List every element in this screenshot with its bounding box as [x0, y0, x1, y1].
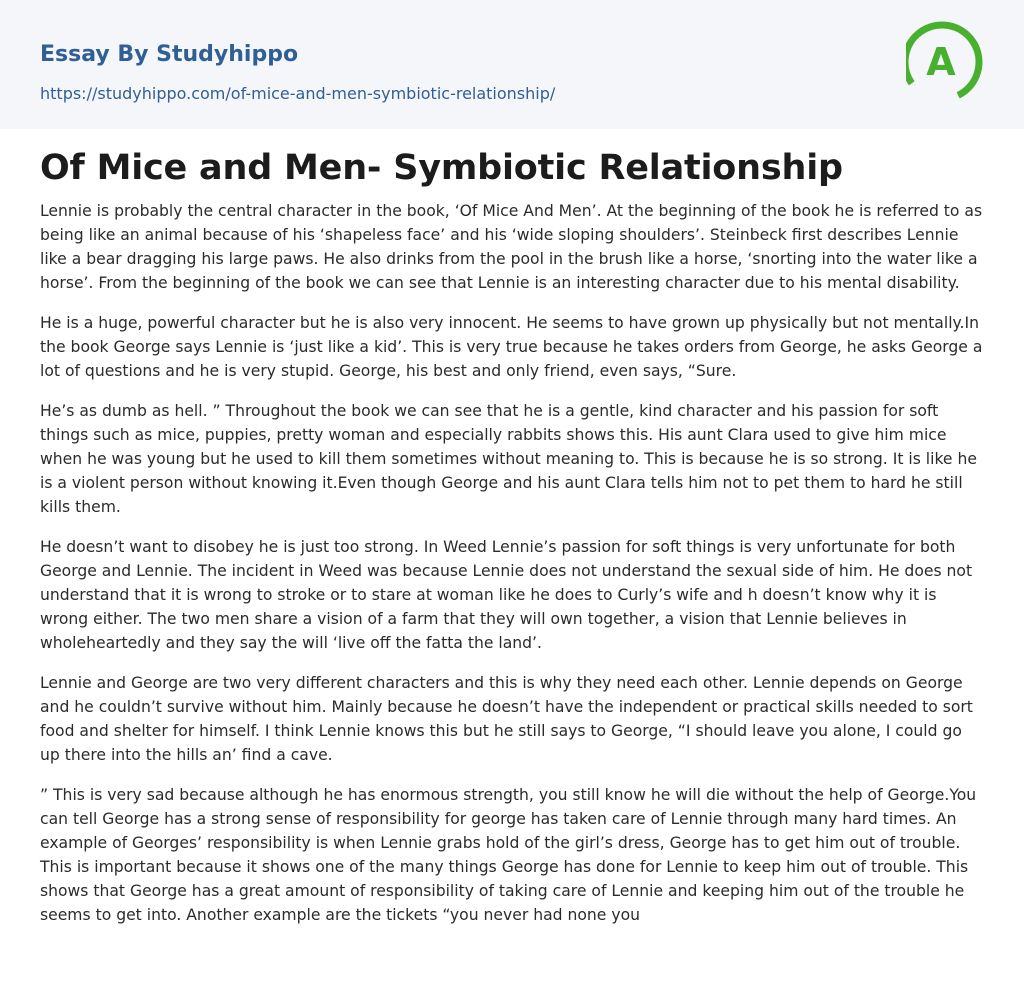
article-paragraph: He is a huge, powerful character but he is also very innocent. He seems to have grown up physically but not mentally.In the book George says Lennie is ‘just like a kid’. This is very true because he takes orders from George, he asks George a lot of questions and he is very stupid. George, his best and only friend, even says, “Sure.: [40, 314, 983, 380]
article-title: Of Mice and Men- Symbiotic Relationship: [40, 148, 843, 188]
site-brand[interactable]: Essay By Studyhippo: [40, 42, 299, 67]
logo-letter: A: [926, 40, 956, 84]
studyhippo-logo-icon[interactable]: [906, 18, 990, 106]
article-url-link[interactable]: https://studyhippo.com/of-mice-and-men-symbiotic-relationship/: [40, 84, 556, 103]
article-paragraph: Lennie and George are two very different characters and this is why they need each other. Lennie depends on George and he couldn’t survive without him. Mainly because he doesn’t have the independent or practical skills needed to sort food and shelter for himself. I think Lennie knows this but he still says to George, “I should leave you alone, I could go up there into the hills an’ find a cave.: [40, 674, 973, 764]
article-paragraph: He doesn’t want to disobey he is just too strong. In Weed Lennie’s passion for soft things is very unfortunate for both George and Lennie. The incident in Weed was because Lennie does not understand the sexual side of him. He does not understand that it is wrong to stroke or to stare at woman like he does to Curly’s wife and h doesn’t know why it is wrong either. The two men share a vision of a farm that they will own together, a vision that Lennie believes in wholeheartedly and they say the will ‘live off the fatta the land’.: [40, 538, 973, 652]
article-paragraph: Lennie is probably the central character in the book, ‘Of Mice And Men’. At the beginning of the book he is referred to as being like an animal because of his ‘shapeless face’ and his ‘wide sloping shoulders’. Steinbeck first describes Lennie like a bear dragging his large paws. He also drinks from the pool in the brush like a horse, ‘snorting into the water like a horse’. From the beginning of the book we can see that Lennie is an interesting character due to his mental disability.: [40, 202, 983, 292]
site-header: [0, 0, 1024, 129]
article-paragraph: He’s as dumb as hell. ” Throughout the book we can see that he is a gentle, kind character and his passion for soft things such as mice, puppies, pretty woman and especially rabbits shows this. His aunt Clara used to give him mice when he was young but he used to kill them sometimes without meaning to. This is because he is so strong. It is like he is a violent person without knowing it.Even though George and his aunt Clara tells him not to pet them to hard he still kills them.: [40, 402, 977, 516]
article-body: [40, 199, 984, 927]
article-paragraph: ” This is very sad because although he has enormous strength, you still know he will die without the help of George.You can tell George has a strong sense of responsibility for george has taken care of Lennie through many hard times. An example of Georges’ responsibility is when Lennie grabs hold of the girl’s dress, George has to get him out of trouble. This is important because it shows one of the many things George has done for Lennie to keep him out of trouble. This shows that George has a great amount of responsibility of taking care of Lennie and keeping him out of the trouble he seems to get into. Another example are the tickets “you never had none you: [40, 786, 977, 924]
